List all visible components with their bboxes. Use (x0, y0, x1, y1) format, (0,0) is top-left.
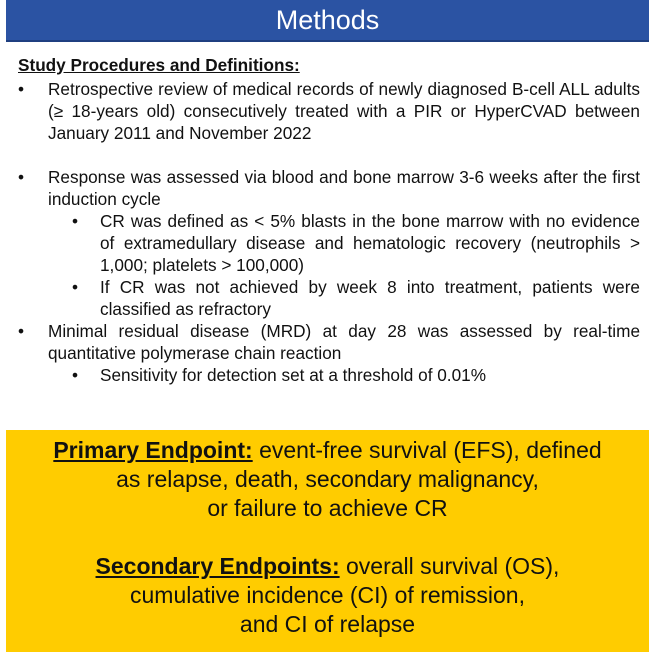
list-item (18, 166, 640, 210)
bullet-icon: • (72, 277, 79, 297)
endpoints-box (6, 430, 649, 652)
primary-endpoint-line-1 (53, 436, 601, 465)
primary-endpoint-line-3: or failure to achieve CR (207, 495, 448, 521)
list-item (18, 320, 640, 364)
bullet-icon: • (72, 211, 79, 231)
sub-list-item-text: Sensitivity for detection set at a threshold of 0.01% (100, 365, 486, 385)
study-procedures-section (18, 54, 640, 386)
secondary-endpoint-line-2: cumulative incidence (CI) of remission, (130, 582, 525, 608)
primary-endpoint-label: Primary Endpoint: (53, 437, 253, 463)
sub-list-item-text: CR was defined as < 5% blasts in the bone marrow with no evidence of extramedullary disease and hematologic recovery (neutrophils > 1,000; platelets > 100,000) (100, 211, 640, 275)
study-bullet-list (18, 78, 640, 386)
primary-endpoint-text: event-free survival (EFS), defined (252, 437, 602, 463)
list-item (18, 78, 640, 144)
secondary-endpoint-label: Secondary Endpoints: (95, 553, 340, 579)
primary-endpoint-block (53, 436, 601, 523)
methods-header (6, 0, 649, 42)
list-item-text: Retrospective review of medical records of newly diagnosed B-cell ALL adults (≥ 18-years old) consecutively treated with a PIR or HyperCVAD between January 2011 and November 2022 (48, 79, 640, 143)
list-item-text: Response was assessed via blood and bone marrow 3-6 weeks after the first induction cycle (48, 167, 640, 209)
secondary-endpoint-block (96, 552, 560, 639)
bullet-icon: • (18, 79, 25, 99)
bullet-icon: • (18, 321, 25, 341)
secondary-endpoint-line-1 (96, 552, 560, 581)
sub-list-item (18, 210, 640, 276)
secondary-endpoint-text: overall survival (OS), (339, 553, 560, 579)
secondary-endpoint-line-3: and CI of relapse (239, 611, 416, 637)
primary-endpoint-line-2: as relapse, death, secondary malignancy, (116, 466, 539, 492)
sub-list-item-text: If CR was not achieved by week 8 into treatment, patients were classified as refractory (100, 277, 640, 319)
list-item-text: Minimal residual disease (MRD) at day 28 was assessed by real-time quantitative polymerase chain reaction (48, 321, 640, 363)
section-heading: Study Procedures and Definitions: (18, 55, 300, 75)
header-title: Methods (275, 4, 380, 35)
bullet-icon: • (72, 365, 79, 385)
sub-list-item (18, 276, 640, 320)
sub-list-item (18, 364, 640, 386)
bullet-icon: • (18, 167, 25, 187)
